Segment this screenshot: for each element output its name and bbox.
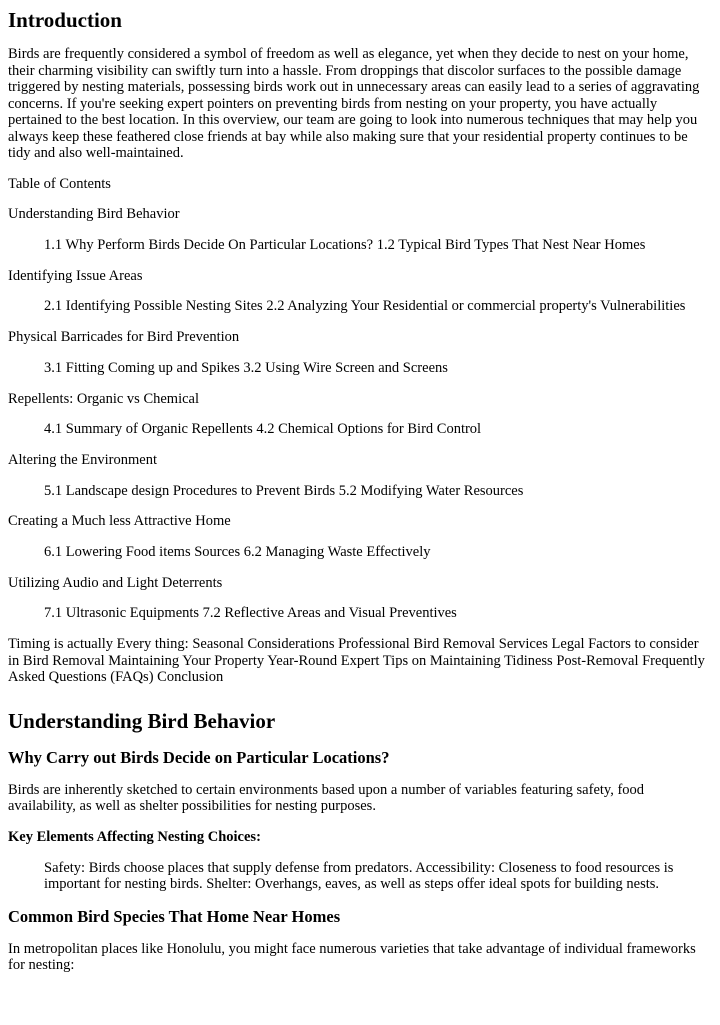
toc-subsections-7: 7.1 Ultrasonic Equipments 7.2 Reflective Areas and Visual Preventives: [44, 605, 457, 622]
toc-remaining: Timing is actually Every thing: Seasonal Considerations Professional Bird Removal Services Legal Factors to consider in Bird Removal Maintaining Your Property Year-Round Expert Tips on Maintaining Tidiness Post-Removal Frequently Asked Questions (FAQs) Conclusion: [8, 636, 705, 685]
toc-section-3: Physical Barricades for Bird Prevention: [8, 329, 240, 346]
toc-section-4: Repellents: Organic vs Chemical: [8, 390, 200, 407]
species-heading: Common Bird Species That Home Near Homes: [8, 906, 341, 926]
intro-heading: Introduction: [8, 8, 122, 32]
why-paragraph: Birds are inherently sketched to certain environments based upon a number of variables featuring safety, food availability, as well as shelter possibilities for nesting purposes.: [8, 781, 645, 814]
toc-subsections-5: 5.1 Landscape design Procedures to Prevent Birds 5.2 Modifying Water Resources: [44, 482, 524, 499]
why-heading: Why Carry out Birds Decide on Particular Locations?: [8, 747, 390, 767]
toc-subsections-2: 2.1 Identifying Possible Nesting Sites 2.2 Analyzing Your Residential or commercial property's Vulnerabilities: [44, 298, 686, 315]
toc-subsections-1: 1.1 Why Perform Birds Decide On Particular Locations? 1.2 Typical Bird Types That Nest Near Homes: [44, 237, 646, 254]
toc-section-7: Utilizing Audio and Light Deterrents: [8, 574, 223, 591]
behavior-heading: Understanding Bird Behavior: [8, 708, 276, 733]
key-elements-list: Safety: Birds choose places that supply defense from predators. Accessibility: Closeness to food resources is important for nesting birds. Shelter: Overhangs, eaves, as well as steps offer ideal spots for building nests.: [44, 859, 674, 893]
key-elements-heading: Key Elements Affecting Nesting Choices:: [8, 828, 261, 845]
toc-subsections-6: 6.1 Lowering Food items Sources 6.2 Managing Waste Effectively: [44, 543, 431, 560]
toc-title: Table of Contents: [8, 175, 111, 192]
toc-subsections-3: 3.1 Fitting Coming up and Spikes 3.2 Using Wire Screen and Screens: [44, 359, 448, 376]
toc-section-6: Creating a Much less Attractive Home: [8, 513, 231, 530]
intro-paragraph: Birds are frequently considered a symbol of freedom as well as elegance, yet when they decide to nest on your home, their charming visibility can swiftly turn into a hassle. From droppings that discolor surfaces to the possible damage triggered by nesting materials, possessing birds work out in unnecessary areas can easily lead to a series of aggravating concerns. If you're seeking expert pointers on preventing birds from nesting on your property, you have actually pertained to the best location. In this overview, our team are going to look into numerous techniques that may help you always keep these feathered close friends at bay while also making sure that your residential property continues to be tidy and also well-maintained.: [8, 46, 700, 161]
toc-section-2: Identifying Issue Areas: [8, 267, 143, 284]
species-paragraph: In metropolitan places like Honolulu, you might face numerous varieties that take advantage of individual frameworks for nesting:: [8, 940, 696, 974]
article: [0, 8, 720, 974]
toc-subsections-4: 4.1 Summary of Organic Repellents 4.2 Chemical Options for Bird Control: [44, 421, 482, 438]
toc-section-1: Understanding Bird Behavior: [8, 206, 180, 223]
toc-section-5: Altering the Environment: [8, 451, 157, 468]
